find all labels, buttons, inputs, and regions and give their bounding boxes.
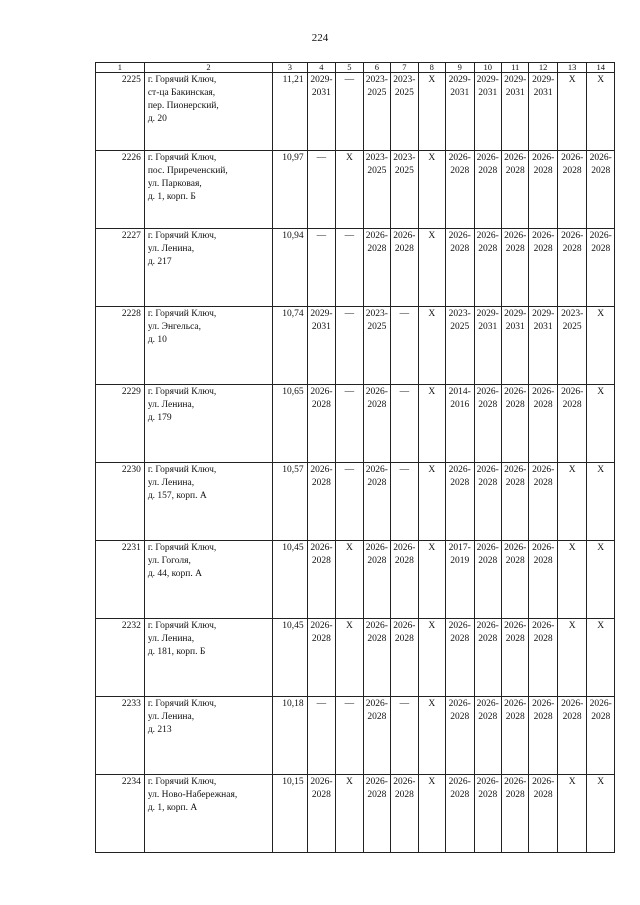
period-cell: —: [391, 697, 418, 775]
row-number: 2231: [96, 541, 145, 619]
table-row: [96, 73, 615, 151]
period-cell: X: [587, 541, 615, 619]
column-number-5: 5: [336, 63, 363, 73]
period-cell: X: [336, 619, 363, 697]
column-number-4: 4: [307, 63, 335, 73]
address-cell: г. Горячий Ключ, ул. Ново-Набережная, д. 1, корп. А: [144, 775, 272, 853]
period-cell: 2029- 2031: [474, 307, 501, 385]
row-number: 2232: [96, 619, 145, 697]
area-cell: 10,74: [273, 307, 308, 385]
period-cell: X: [557, 463, 587, 541]
period-cell: 2023- 2025: [363, 307, 390, 385]
address-cell: г. Горячий Ключ, ул. Ленина, д. 217: [144, 229, 272, 307]
period-cell: 2026- 2028: [307, 385, 335, 463]
period-cell: X: [418, 775, 445, 853]
period-cell: 2026- 2028: [446, 229, 474, 307]
table-row: [96, 229, 615, 307]
period-cell: 2026- 2028: [446, 619, 474, 697]
period-cell: —: [336, 73, 363, 151]
period-cell: 2026- 2028: [529, 775, 557, 853]
period-cell: 2026- 2028: [307, 541, 335, 619]
period-cell: 2026- 2028: [363, 385, 390, 463]
page-number: 224: [311, 32, 329, 44]
period-cell: X: [557, 619, 587, 697]
period-cell: —: [391, 463, 418, 541]
period-cell: X: [557, 541, 587, 619]
column-number-1: 1: [96, 63, 145, 73]
period-cell: X: [587, 307, 615, 385]
period-cell: 2026- 2028: [529, 229, 557, 307]
period-cell: 2023- 2025: [391, 73, 418, 151]
column-number-12: 12: [529, 63, 557, 73]
column-number-2: 2: [144, 63, 272, 73]
period-cell: —: [307, 151, 335, 229]
row-number: 2229: [96, 385, 145, 463]
period-cell: 2014- 2016: [446, 385, 474, 463]
period-cell: X: [587, 463, 615, 541]
period-cell: 2029- 2031: [529, 73, 557, 151]
period-cell: 2026- 2028: [557, 151, 587, 229]
period-cell: 2026- 2028: [474, 385, 501, 463]
period-cell: 2026- 2028: [501, 463, 528, 541]
period-cell: X: [336, 151, 363, 229]
register-table: [95, 62, 615, 853]
period-cell: 2026- 2028: [529, 619, 557, 697]
period-cell: 2026- 2028: [501, 151, 528, 229]
column-number-10: 10: [474, 63, 501, 73]
period-cell: 2029- 2031: [529, 307, 557, 385]
period-cell: X: [587, 73, 615, 151]
area-cell: 11,21: [273, 73, 308, 151]
period-cell: 2026- 2028: [557, 697, 587, 775]
period-cell: 2026- 2028: [501, 775, 528, 853]
period-cell: 2026- 2028: [474, 775, 501, 853]
row-number: 2226: [96, 151, 145, 229]
period-cell: 2026- 2028: [474, 619, 501, 697]
period-cell: 2026- 2028: [529, 151, 557, 229]
period-cell: 2026- 2028: [501, 619, 528, 697]
period-cell: —: [307, 229, 335, 307]
period-cell: 2026- 2028: [501, 697, 528, 775]
period-cell: 2026- 2028: [501, 385, 528, 463]
row-number: 2233: [96, 697, 145, 775]
period-cell: 2026- 2028: [501, 229, 528, 307]
period-cell: 2023- 2025: [363, 151, 390, 229]
period-cell: —: [391, 307, 418, 385]
table-row: [96, 619, 615, 697]
row-number: 2225: [96, 73, 145, 151]
period-cell: —: [307, 697, 335, 775]
area-cell: 10,65: [273, 385, 308, 463]
period-cell: X: [418, 463, 445, 541]
column-number-7: 7: [391, 63, 418, 73]
period-cell: 2026- 2028: [363, 541, 390, 619]
table-row: [96, 385, 615, 463]
period-cell: 2017- 2019: [446, 541, 474, 619]
address-cell: г. Горячий Ключ, ул. Ленина, д. 157, корп. А: [144, 463, 272, 541]
column-number-11: 11: [501, 63, 528, 73]
period-cell: 2029- 2031: [501, 73, 528, 151]
column-number-9: 9: [446, 63, 474, 73]
period-cell: —: [336, 307, 363, 385]
period-cell: 2026- 2028: [474, 229, 501, 307]
period-cell: 2026- 2028: [587, 229, 615, 307]
column-number-8: 8: [418, 63, 445, 73]
period-cell: 2026- 2028: [474, 151, 501, 229]
table-row: [96, 541, 615, 619]
row-number: 2230: [96, 463, 145, 541]
row-number: 2227: [96, 229, 145, 307]
period-cell: X: [587, 775, 615, 853]
period-cell: —: [336, 229, 363, 307]
period-cell: X: [336, 541, 363, 619]
address-cell: г. Горячий Ключ, пос. Приреченский, ул. Парковая, д. 1, корп. Б: [144, 151, 272, 229]
period-cell: X: [587, 385, 615, 463]
table-row: [96, 307, 615, 385]
period-cell: 2026- 2028: [529, 463, 557, 541]
period-cell: X: [587, 619, 615, 697]
area-cell: 10,45: [273, 541, 308, 619]
address-cell: г. Горячий Ключ, ст-ца Бакинская, пер. Пионерский, д. 20: [144, 73, 272, 151]
period-cell: X: [418, 307, 445, 385]
period-cell: 2026- 2028: [307, 619, 335, 697]
period-cell: 2023- 2025: [446, 307, 474, 385]
period-cell: 2026- 2028: [446, 775, 474, 853]
area-cell: 10,15: [273, 775, 308, 853]
row-number: 2228: [96, 307, 145, 385]
table-row: [96, 697, 615, 775]
address-cell: г. Горячий Ключ, ул. Ленина, д. 213: [144, 697, 272, 775]
period-cell: X: [418, 73, 445, 151]
period-cell: —: [336, 463, 363, 541]
period-cell: X: [418, 151, 445, 229]
period-cell: —: [336, 697, 363, 775]
period-cell: 2026- 2028: [587, 151, 615, 229]
area-cell: 10,94: [273, 229, 308, 307]
period-cell: 2026- 2028: [501, 541, 528, 619]
period-cell: 2029- 2031: [307, 73, 335, 151]
period-cell: 2029- 2031: [307, 307, 335, 385]
period-cell: 2029- 2031: [474, 73, 501, 151]
period-cell: 2026- 2028: [474, 697, 501, 775]
period-cell: 2026- 2028: [474, 463, 501, 541]
period-cell: 2026- 2028: [529, 541, 557, 619]
period-cell: 2026- 2028: [391, 775, 418, 853]
column-number-3: 3: [273, 63, 308, 73]
area-cell: 10,45: [273, 619, 308, 697]
period-cell: 2026- 2028: [391, 541, 418, 619]
period-cell: —: [391, 385, 418, 463]
period-cell: 2026- 2028: [391, 619, 418, 697]
address-cell: г. Горячий Ключ, ул. Энгельса, д. 10: [144, 307, 272, 385]
period-cell: 2026- 2028: [446, 697, 474, 775]
period-cell: 2026- 2028: [557, 229, 587, 307]
period-cell: X: [557, 775, 587, 853]
period-cell: 2026- 2028: [529, 697, 557, 775]
period-cell: X: [418, 229, 445, 307]
table-row: [96, 151, 615, 229]
period-cell: 2026- 2028: [307, 463, 335, 541]
area-cell: 10,57: [273, 463, 308, 541]
period-cell: X: [336, 775, 363, 853]
period-cell: 2026- 2028: [587, 697, 615, 775]
period-cell: 2026- 2028: [446, 463, 474, 541]
period-cell: 2026- 2028: [391, 229, 418, 307]
period-cell: 2026- 2028: [363, 229, 390, 307]
period-cell: X: [418, 541, 445, 619]
header-row: [96, 63, 615, 73]
column-number-6: 6: [363, 63, 390, 73]
area-cell: 10,97: [273, 151, 308, 229]
period-cell: 2029- 2031: [446, 73, 474, 151]
period-cell: X: [557, 73, 587, 151]
address-cell: г. Горячий Ключ, ул. Ленина, д. 179: [144, 385, 272, 463]
period-cell: 2026- 2028: [363, 697, 390, 775]
table-row: [96, 463, 615, 541]
period-cell: X: [418, 619, 445, 697]
period-cell: 2023- 2025: [557, 307, 587, 385]
address-cell: г. Горячий Ключ, ул. Ленина, д. 181, корп. Б: [144, 619, 272, 697]
row-number: 2234: [96, 775, 145, 853]
period-cell: 2026- 2028: [363, 463, 390, 541]
period-cell: X: [418, 385, 445, 463]
period-cell: 2026- 2028: [446, 151, 474, 229]
period-cell: 2026- 2028: [529, 385, 557, 463]
period-cell: 2026- 2028: [307, 775, 335, 853]
period-cell: 2026- 2028: [363, 619, 390, 697]
period-cell: 2023- 2025: [391, 151, 418, 229]
column-number-14: 14: [587, 63, 615, 73]
period-cell: —: [336, 385, 363, 463]
period-cell: 2023- 2025: [363, 73, 390, 151]
area-cell: 10,18: [273, 697, 308, 775]
column-number-13: 13: [557, 63, 587, 73]
table-row: [96, 775, 615, 853]
period-cell: 2026- 2028: [557, 385, 587, 463]
period-cell: 2029- 2031: [501, 307, 528, 385]
period-cell: 2026- 2028: [363, 775, 390, 853]
address-cell: г. Горячий Ключ, ул. Гоголя, д. 44, корп. А: [144, 541, 272, 619]
period-cell: 2026- 2028: [474, 541, 501, 619]
period-cell: X: [418, 697, 445, 775]
